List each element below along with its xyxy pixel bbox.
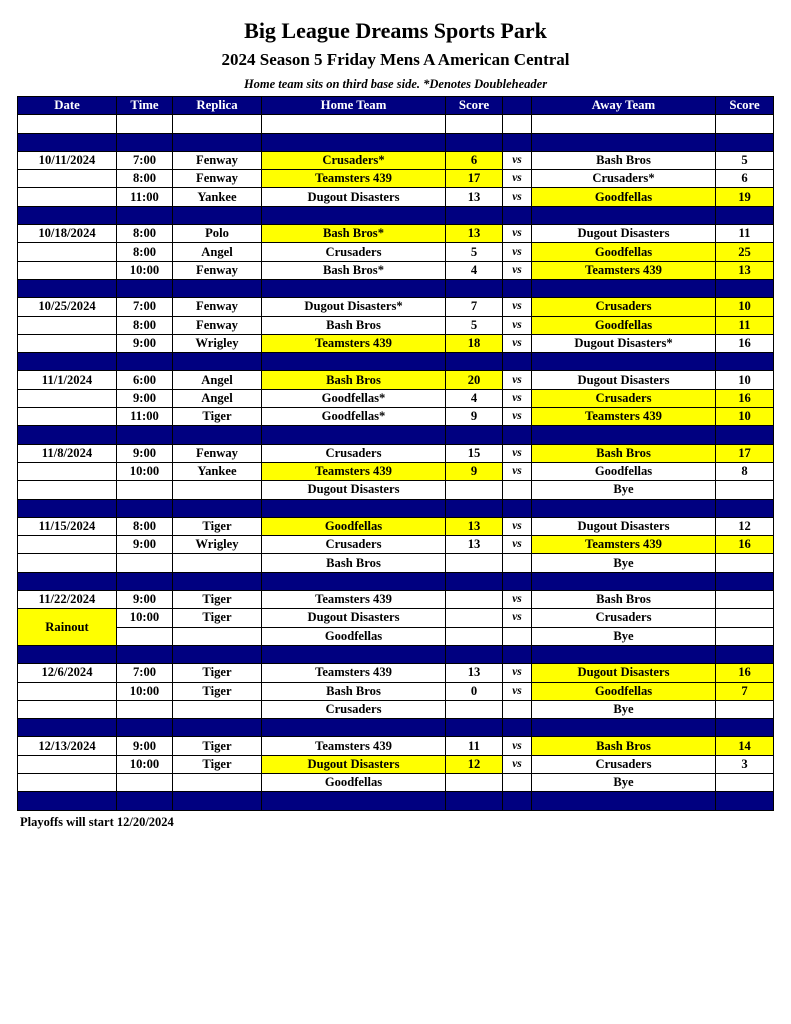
table-row	[18, 481, 774, 499]
week-separator	[18, 499, 774, 517]
vs-label: vs	[503, 371, 532, 389]
away-score: 10	[716, 298, 774, 316]
away-score	[716, 609, 774, 627]
game-replica: Tiger	[173, 737, 262, 755]
away-team: Dugout Disasters	[532, 664, 716, 682]
game-time: 8:00	[117, 225, 173, 243]
game-date: 11/22/2024	[18, 591, 117, 609]
away-team: Dugout Disasters	[532, 517, 716, 535]
home-team: Goodfellas	[262, 627, 446, 645]
away-team: Goodfellas	[532, 462, 716, 480]
game-date: 11/15/2024	[18, 517, 117, 535]
away-score: 16	[716, 389, 774, 407]
game-time: 8:00	[117, 243, 173, 261]
vs-label	[503, 481, 532, 499]
table-row	[18, 444, 774, 462]
away-score	[716, 554, 774, 572]
game-date	[18, 481, 117, 499]
game-date	[18, 462, 117, 480]
home-score: 4	[446, 261, 503, 279]
game-date: 10/25/2024	[18, 298, 117, 316]
page-title: Big League Dreams Sports Park	[244, 18, 547, 43]
game-replica: Yankee	[173, 188, 262, 206]
game-time: 7:00	[117, 664, 173, 682]
week-separator	[18, 353, 774, 371]
vs-label	[503, 773, 532, 791]
vs-label	[503, 700, 532, 718]
away-score: 5	[716, 151, 774, 169]
game-date	[18, 682, 117, 700]
table-row	[18, 682, 774, 700]
away-team: Crusaders*	[532, 170, 716, 188]
game-time	[117, 627, 173, 645]
game-time: 8:00	[117, 316, 173, 334]
game-replica: Tiger	[173, 517, 262, 535]
game-time: 9:00	[117, 444, 173, 462]
home-team: Teamsters 439	[262, 334, 446, 352]
away-team: Bye	[532, 773, 716, 791]
week-separator	[18, 719, 774, 737]
home-team: Dugout Disasters*	[262, 298, 446, 316]
game-time: 9:00	[117, 389, 173, 407]
game-replica: Tiger	[173, 664, 262, 682]
game-replica: Angel	[173, 243, 262, 261]
table-row	[18, 664, 774, 682]
away-team: Crusaders	[532, 755, 716, 773]
home-team: Crusaders	[262, 243, 446, 261]
game-replica: Tiger	[173, 591, 262, 609]
away-score	[716, 773, 774, 791]
home-team: Dugout Disasters	[262, 755, 446, 773]
table-row	[18, 536, 774, 554]
table-header-row	[18, 97, 774, 115]
away-team: Bye	[532, 627, 716, 645]
game-time: 9:00	[117, 536, 173, 554]
home-score: 17	[446, 170, 503, 188]
home-score: 7	[446, 298, 503, 316]
table-row	[18, 517, 774, 535]
home-score: 13	[446, 517, 503, 535]
table-row	[18, 408, 774, 426]
page-note: Home team sits on third base side. *Denotes Doubleheader	[243, 77, 548, 91]
home-team: Dugout Disasters	[262, 188, 446, 206]
vs-label: vs	[503, 261, 532, 279]
rainout-badge: Rainout	[18, 609, 117, 646]
game-time: 11:00	[117, 188, 173, 206]
vs-label: vs	[503, 316, 532, 334]
vs-label: vs	[503, 243, 532, 261]
game-replica: Fenway	[173, 261, 262, 279]
table-row	[18, 737, 774, 755]
home-score: 0	[446, 682, 503, 700]
home-score	[446, 773, 503, 791]
home-team: Teamsters 439	[262, 737, 446, 755]
home-score	[446, 700, 503, 718]
table-row	[18, 225, 774, 243]
table-row	[18, 462, 774, 480]
away-score: 17	[716, 444, 774, 462]
away-team: Goodfellas	[532, 316, 716, 334]
home-team: Bash Bros	[262, 682, 446, 700]
away-team: Bash Bros	[532, 151, 716, 169]
week-separator	[18, 279, 774, 297]
home-score: 9	[446, 408, 503, 426]
home-team: Dugout Disasters	[262, 481, 446, 499]
home-team: Goodfellas	[262, 773, 446, 791]
home-score: 9	[446, 462, 503, 480]
col-header-home-team: Home Team	[262, 97, 446, 115]
away-score: 16	[716, 664, 774, 682]
home-team: Crusaders	[262, 700, 446, 718]
game-time: 10:00	[117, 261, 173, 279]
home-score: 13	[446, 664, 503, 682]
away-score: 16	[716, 536, 774, 554]
col-header-away-score: Score	[716, 97, 774, 115]
home-score: 20	[446, 371, 503, 389]
away-team: Teamsters 439	[532, 408, 716, 426]
vs-label: vs	[503, 536, 532, 554]
table-row	[18, 773, 774, 791]
table-row	[18, 243, 774, 261]
game-replica: Tiger	[173, 755, 262, 773]
game-replica	[173, 554, 262, 572]
table-row	[18, 371, 774, 389]
game-date	[18, 554, 117, 572]
week-separator	[18, 133, 774, 151]
game-time: 8:00	[117, 517, 173, 535]
table-row	[18, 554, 774, 572]
col-header-replica: Replica	[173, 97, 262, 115]
table-row	[18, 609, 774, 627]
away-score: 11	[716, 316, 774, 334]
away-team: Bye	[532, 481, 716, 499]
vs-label: vs	[503, 444, 532, 462]
playoffs-note: Playoffs will start 12/20/2024	[20, 815, 174, 829]
away-score: 10	[716, 408, 774, 426]
game-time	[117, 700, 173, 718]
game-date: 10/18/2024	[18, 225, 117, 243]
game-time: 6:00	[117, 371, 173, 389]
away-team: Dugout Disasters	[532, 371, 716, 389]
vs-label: vs	[503, 462, 532, 480]
table-row	[18, 389, 774, 407]
game-time	[117, 481, 173, 499]
away-score: 19	[716, 188, 774, 206]
col-header-date: Date	[18, 97, 117, 115]
week-separator	[18, 206, 774, 224]
home-score: 5	[446, 243, 503, 261]
home-team: Bash Bros*	[262, 261, 446, 279]
game-replica: Angel	[173, 371, 262, 389]
vs-label: vs	[503, 737, 532, 755]
game-replica: Fenway	[173, 444, 262, 462]
vs-label: vs	[503, 225, 532, 243]
away-team: Teamsters 439	[532, 536, 716, 554]
table-row	[18, 170, 774, 188]
game-date: 11/8/2024	[18, 444, 117, 462]
home-team: Dugout Disasters	[262, 609, 446, 627]
vs-label: vs	[503, 334, 532, 352]
home-score	[446, 554, 503, 572]
away-score: 25	[716, 243, 774, 261]
game-date	[18, 243, 117, 261]
away-score	[716, 591, 774, 609]
game-replica: Fenway	[173, 316, 262, 334]
table-row	[18, 591, 774, 609]
game-date	[18, 170, 117, 188]
vs-label: vs	[503, 517, 532, 535]
vs-label: vs	[503, 151, 532, 169]
away-score: 16	[716, 334, 774, 352]
away-team: Teamsters 439	[532, 261, 716, 279]
away-team: Dugout Disasters	[532, 225, 716, 243]
game-time: 7:00	[117, 298, 173, 316]
away-team: Goodfellas	[532, 682, 716, 700]
vs-label: vs	[503, 755, 532, 773]
away-score	[716, 700, 774, 718]
away-score	[716, 627, 774, 645]
week-separator	[18, 572, 774, 590]
blank-row	[18, 115, 774, 133]
game-replica: Fenway	[173, 298, 262, 316]
schedule-body	[18, 115, 774, 810]
game-replica	[173, 627, 262, 645]
home-team: Teamsters 439	[262, 591, 446, 609]
home-score	[446, 627, 503, 645]
week-separator	[18, 426, 774, 444]
game-date	[18, 389, 117, 407]
table-row	[18, 261, 774, 279]
game-replica: Fenway	[173, 170, 262, 188]
away-team: Bash Bros	[532, 444, 716, 462]
table-row	[18, 316, 774, 334]
col-header-time: Time	[117, 97, 173, 115]
home-team: Crusaders	[262, 536, 446, 554]
game-replica: Tiger	[173, 682, 262, 700]
table-row	[18, 700, 774, 718]
away-score: 8	[716, 462, 774, 480]
game-replica: Tiger	[173, 408, 262, 426]
home-score: 11	[446, 737, 503, 755]
away-team: Crusaders	[532, 298, 716, 316]
away-score: 3	[716, 755, 774, 773]
page-subtitle: 2024 Season 5 Friday Mens A American Central	[221, 50, 570, 69]
week-separator	[18, 792, 774, 810]
game-date: 11/1/2024	[18, 371, 117, 389]
game-replica: Wrigley	[173, 334, 262, 352]
home-team: Bash Bros	[262, 371, 446, 389]
home-team: Goodfellas	[262, 517, 446, 535]
vs-label: vs	[503, 682, 532, 700]
home-score: 5	[446, 316, 503, 334]
game-date	[18, 188, 117, 206]
home-team: Bash Bros	[262, 316, 446, 334]
table-row	[18, 151, 774, 169]
home-score: 6	[446, 151, 503, 169]
away-score: 7	[716, 682, 774, 700]
home-team: Bash Bros*	[262, 225, 446, 243]
home-score: 18	[446, 334, 503, 352]
home-team: Crusaders	[262, 444, 446, 462]
table-row	[18, 298, 774, 316]
game-date	[18, 408, 117, 426]
game-replica: Tiger	[173, 609, 262, 627]
game-replica	[173, 481, 262, 499]
away-score: 6	[716, 170, 774, 188]
game-time	[117, 773, 173, 791]
game-date	[18, 536, 117, 554]
vs-label: vs	[503, 389, 532, 407]
away-score	[716, 481, 774, 499]
game-date	[18, 773, 117, 791]
away-team: Bye	[532, 700, 716, 718]
home-score	[446, 609, 503, 627]
game-date: 12/6/2024	[18, 664, 117, 682]
home-score	[446, 591, 503, 609]
vs-label: vs	[503, 188, 532, 206]
away-team: Crusaders	[532, 609, 716, 627]
col-header-home-score: Score	[446, 97, 503, 115]
away-team: Goodfellas	[532, 188, 716, 206]
away-team: Goodfellas	[532, 243, 716, 261]
game-date: 12/13/2024	[18, 737, 117, 755]
game-time: 9:00	[117, 737, 173, 755]
away-team: Dugout Disasters*	[532, 334, 716, 352]
vs-label: vs	[503, 170, 532, 188]
table-row	[18, 334, 774, 352]
home-team: Goodfellas*	[262, 408, 446, 426]
col-header-vs	[503, 97, 532, 115]
game-time: 9:00	[117, 591, 173, 609]
vs-label: vs	[503, 408, 532, 426]
game-replica: Fenway	[173, 151, 262, 169]
away-score: 14	[716, 737, 774, 755]
game-replica: Angel	[173, 389, 262, 407]
home-score: 13	[446, 225, 503, 243]
game-replica: Yankee	[173, 462, 262, 480]
table-row	[18, 627, 774, 645]
home-score: 15	[446, 444, 503, 462]
game-time: 10:00	[117, 462, 173, 480]
home-score: 13	[446, 536, 503, 554]
game-date	[18, 261, 117, 279]
away-team: Crusaders	[532, 389, 716, 407]
away-score: 12	[716, 517, 774, 535]
game-replica: Polo	[173, 225, 262, 243]
game-replica	[173, 773, 262, 791]
vs-label	[503, 627, 532, 645]
home-score: 4	[446, 389, 503, 407]
table-row	[18, 755, 774, 773]
home-score	[446, 481, 503, 499]
home-team: Goodfellas*	[262, 389, 446, 407]
game-time: 9:00	[117, 334, 173, 352]
home-score: 13	[446, 188, 503, 206]
game-time: 10:00	[117, 755, 173, 773]
game-time	[117, 554, 173, 572]
game-date	[18, 700, 117, 718]
game-date	[18, 316, 117, 334]
home-score: 12	[446, 755, 503, 773]
vs-label: vs	[503, 664, 532, 682]
home-team: Teamsters 439	[262, 664, 446, 682]
game-replica: Wrigley	[173, 536, 262, 554]
game-replica	[173, 700, 262, 718]
game-time: 7:00	[117, 151, 173, 169]
away-team: Bye	[532, 554, 716, 572]
vs-label: vs	[503, 609, 532, 627]
home-team: Teamsters 439	[262, 462, 446, 480]
col-header-away-team: Away Team	[532, 97, 716, 115]
game-time: 10:00	[117, 609, 173, 627]
game-date: 10/11/2024	[18, 151, 117, 169]
home-team: Teamsters 439	[262, 170, 446, 188]
schedule-table	[17, 96, 774, 811]
home-team: Bash Bros	[262, 554, 446, 572]
vs-label	[503, 554, 532, 572]
away-team: Bash Bros	[532, 591, 716, 609]
away-score: 11	[716, 225, 774, 243]
away-score: 10	[716, 371, 774, 389]
vs-label: vs	[503, 298, 532, 316]
away-score: 13	[716, 261, 774, 279]
game-time: 10:00	[117, 682, 173, 700]
game-time: 11:00	[117, 408, 173, 426]
week-separator	[18, 645, 774, 663]
game-date	[18, 755, 117, 773]
table-row	[18, 188, 774, 206]
away-team: Bash Bros	[532, 737, 716, 755]
home-team: Crusaders*	[262, 151, 446, 169]
game-date	[18, 334, 117, 352]
game-time: 8:00	[117, 170, 173, 188]
vs-label: vs	[503, 591, 532, 609]
